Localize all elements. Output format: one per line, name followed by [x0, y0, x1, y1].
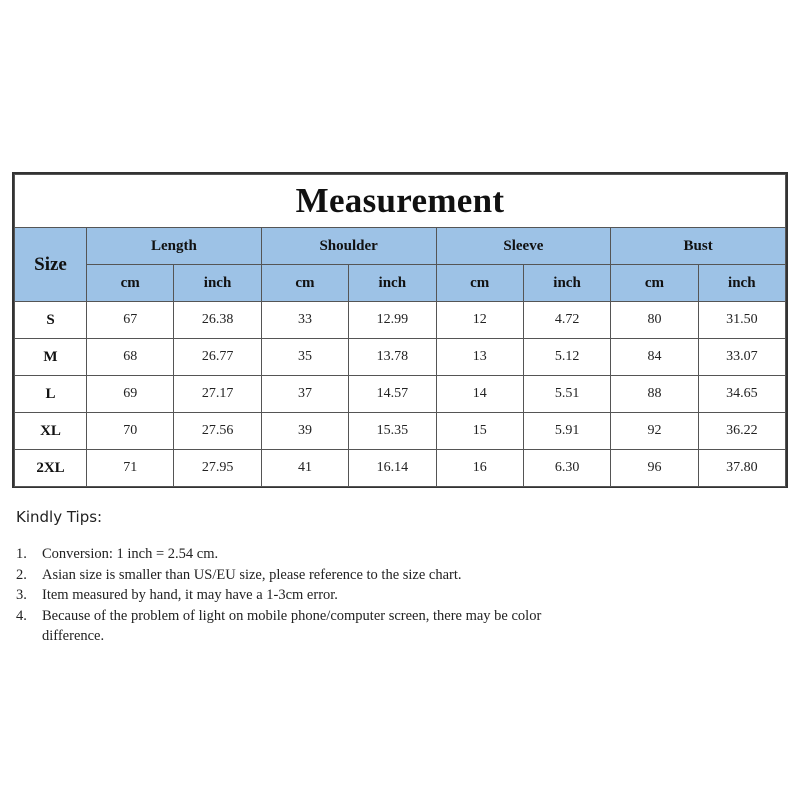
value-cell: 5.12 — [523, 339, 610, 376]
measurement-table — [14, 174, 786, 487]
value-cell: 12.99 — [349, 302, 436, 339]
tip-number: 2. — [16, 566, 27, 583]
value-cell: 13.78 — [349, 339, 436, 376]
value-cell: 35 — [261, 339, 348, 376]
value-cell: 67 — [87, 302, 174, 339]
value-cell: 6.30 — [523, 450, 610, 487]
value-cell: 92 — [611, 413, 698, 450]
value-cell: 96 — [611, 450, 698, 487]
unit-header-bust-cm: cm — [611, 265, 698, 302]
value-cell: 80 — [611, 302, 698, 339]
value-cell: 13 — [436, 339, 523, 376]
group-header-shoulder: Shoulder — [261, 228, 436, 265]
unit-header-length-inch: inch — [174, 265, 261, 302]
value-cell: 27.95 — [174, 450, 261, 487]
tip-item — [16, 606, 716, 647]
value-cell: 26.38 — [174, 302, 261, 339]
measurement-table-frame — [12, 172, 788, 488]
tip-number: 3. — [16, 587, 27, 603]
group-header-bust: Bust — [611, 228, 786, 265]
table-title: Measurement — [15, 175, 786, 228]
value-cell: 16 — [436, 450, 523, 487]
size-cell: M — [15, 339, 87, 376]
tip-item — [16, 565, 716, 586]
value-cell: 37 — [261, 376, 348, 413]
value-cell: 68 — [87, 339, 174, 376]
value-cell: 4.72 — [523, 302, 610, 339]
value-cell: 5.51 — [523, 376, 610, 413]
group-header-length: Length — [87, 228, 262, 265]
tip-text: Conversion: 1 inch = 2.54 cm. — [42, 546, 219, 562]
kindly-tips — [16, 508, 716, 647]
value-cell: 5.91 — [523, 413, 610, 450]
tip-item — [16, 585, 716, 606]
value-cell: 69 — [87, 376, 174, 413]
tips-list — [16, 544, 716, 647]
unit-header-shoulder-inch: inch — [349, 265, 436, 302]
table-row-l — [15, 376, 786, 413]
table-row-2xl — [15, 450, 786, 487]
group-header-sleeve: Sleeve — [436, 228, 611, 265]
value-cell: 14 — [436, 376, 523, 413]
unit-header-bust-inch: inch — [698, 265, 785, 302]
value-cell: 31.50 — [698, 302, 785, 339]
tip-number: 4. — [16, 607, 27, 624]
value-cell: 34.65 — [698, 376, 785, 413]
unit-header-length-cm: cm — [87, 265, 174, 302]
value-cell: 37.80 — [698, 450, 785, 487]
tip-number: 1. — [16, 546, 27, 562]
table-row-xl — [15, 413, 786, 450]
size-cell: XL — [15, 413, 87, 450]
value-cell: 88 — [611, 376, 698, 413]
unit-header-sleeve-inch: inch — [523, 265, 610, 302]
table-row-m — [15, 339, 786, 376]
value-cell: 14.57 — [349, 376, 436, 413]
value-cell: 39 — [261, 413, 348, 450]
tip-item — [16, 544, 716, 565]
value-cell: 16.14 — [349, 450, 436, 487]
tip-text: Item measured by hand, it may have a 1-3cm error. — [42, 587, 338, 603]
size-cell: 2XL — [15, 450, 87, 487]
size-column-header: Size — [15, 228, 87, 302]
value-cell: 70 — [87, 413, 174, 450]
value-cell: 15.35 — [349, 413, 436, 450]
size-cell: S — [15, 302, 87, 339]
value-cell: 15 — [436, 413, 523, 450]
value-cell: 41 — [261, 450, 348, 487]
value-cell: 84 — [611, 339, 698, 376]
unit-header-sleeve-cm: cm — [436, 265, 523, 302]
value-cell: 12 — [436, 302, 523, 339]
tips-title: Kindly Tips: — [16, 508, 103, 526]
value-cell: 36.22 — [698, 413, 785, 450]
value-cell: 33 — [261, 302, 348, 339]
value-cell: 71 — [87, 450, 174, 487]
size-cell: L — [15, 376, 87, 413]
value-cell: 27.56 — [174, 413, 261, 450]
value-cell: 33.07 — [698, 339, 785, 376]
tip-text: Because of the problem of light on mobile phone/computer screen, there may be color difference. — [42, 607, 542, 644]
unit-header-shoulder-cm: cm — [261, 265, 348, 302]
value-cell: 26.77 — [174, 339, 261, 376]
table-row-s — [15, 302, 786, 339]
value-cell: 27.17 — [174, 376, 261, 413]
tip-text: Asian size is smaller than US/EU size, please reference to the size chart. — [42, 566, 462, 583]
